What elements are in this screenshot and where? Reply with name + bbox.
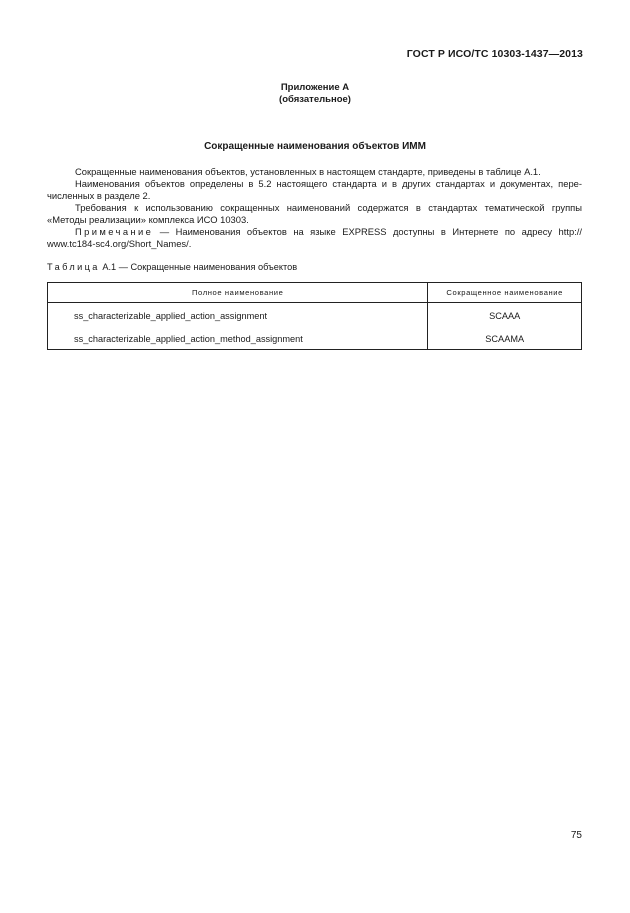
paragraph-3-line-1: Требования к использованию сокращенных наименований содержатся в стандартах тематической группы bbox=[75, 202, 582, 213]
short-name-cell: SCAAA bbox=[428, 303, 582, 329]
note-line-1 bbox=[75, 226, 582, 238]
section-title: Сокращенные наименования объектов ИММ bbox=[204, 141, 426, 152]
short-names-table bbox=[47, 282, 582, 350]
table-caption-label: Таблица bbox=[47, 262, 100, 272]
annex-status: (обязательное) bbox=[279, 94, 351, 105]
table-caption-text: А.1 — Сокращенные наименования объектов bbox=[99, 262, 298, 272]
annex-title: Приложение А bbox=[280, 82, 350, 93]
table-caption bbox=[47, 262, 297, 272]
table-header-row bbox=[48, 283, 582, 303]
paragraph-2-line-2: численных в разделе 2. bbox=[47, 190, 151, 201]
full-name-cell: ss_characterizable_applied_action_assignment bbox=[48, 303, 428, 329]
paragraph-2-line-1: Наименования объектов определены в 5.2 настоящего стандарта и в других стандартах и документах, пере- bbox=[75, 178, 582, 189]
paragraph-1: Сокращенные наименования объектов, установленных в настоящем стандарте, приведены в таблице А.1. bbox=[75, 166, 541, 177]
full-name-cell: ss_characterizable_applied_action_method_assignment bbox=[48, 328, 428, 350]
table-row bbox=[48, 303, 582, 329]
short-name-cell: SCAAMA bbox=[428, 328, 582, 350]
note-text: — Наименования объектов на языке EXPRESS доступны в Интернете по адресу http:// bbox=[153, 226, 582, 237]
note-line-2: www.tc184-sc4.org/Short_Names/. bbox=[47, 238, 192, 249]
note-label: Примечание bbox=[75, 226, 154, 237]
paragraph-3-line-2: «Методы реализации» комплекса ИСО 10303. bbox=[47, 214, 249, 225]
page-number: 75 bbox=[570, 830, 582, 841]
table-row bbox=[48, 328, 582, 350]
column-header-full-name: Полное наименование bbox=[48, 283, 428, 303]
column-header-short-name: Сокращенное наименование bbox=[428, 283, 582, 303]
standard-code-header: ГОСТ Р ИСО/ТС 10303-1437—2013 bbox=[406, 48, 583, 60]
